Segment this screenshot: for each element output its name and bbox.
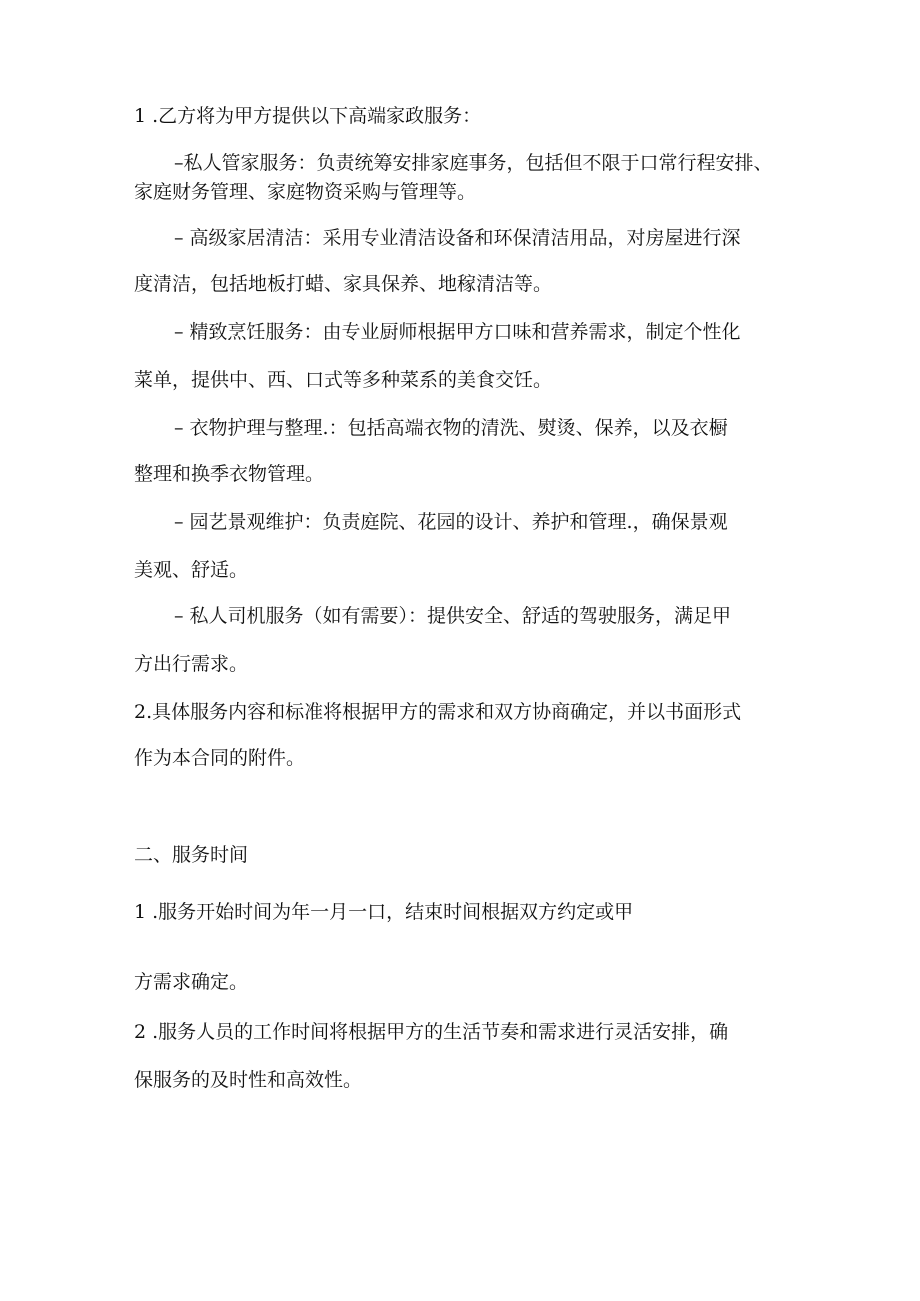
text-line: 保服务的及时性和高效性。 bbox=[134, 1069, 363, 1091]
text-line: 整理和换季衣物管理。 bbox=[134, 463, 325, 485]
section-heading: 二、服务时间 bbox=[134, 844, 249, 866]
text-line: 方出行需求。 bbox=[134, 653, 249, 675]
text-line: – 园艺景观维护：负责庭院、花园的设计、养护和管理.，确保景观 bbox=[174, 511, 728, 533]
text-line: 1 .服务开始时间为年一月一口，结束时间根据双方约定或甲 bbox=[134, 901, 634, 923]
text-line: – 高级家居清洁：采用专业清洁设备和环保清洁用品，对房屋进行深 bbox=[174, 227, 741, 249]
text-line: – 精致烹饪服务：由专业厨师根据甲方口味和营养需求，制定个性化 bbox=[174, 321, 741, 343]
text-line: 2 .服务人员的工作时间将根据甲方的生活节奏和需求进行灵活安排，确 bbox=[134, 1021, 729, 1043]
text-line: – 私人司机服务（如有需要）：提供安全、舒适的驾驶服务，满足甲 bbox=[174, 605, 732, 627]
text-line: 2.具体服务内容和标准将根据甲方的需求和双方协商确定，并以书面形式 bbox=[134, 701, 742, 723]
text-line: 菜单，提供中、西、口式等多种菜系的美食交饪。 bbox=[134, 369, 553, 391]
text-line: 作为本合同的附件。 bbox=[134, 747, 306, 769]
text-line: – 衣物护理与整理.：包括高端衣物的清洗、熨烫、保养，以及衣橱 bbox=[174, 417, 728, 439]
text-line: –私人管家服务：负责统筹安排家庭事务，包括但不限于口常行程安排、 bbox=[174, 152, 773, 174]
text-line: 家庭财务管理、家庭物资采购与管理等。 bbox=[134, 181, 477, 203]
text-line: 美观、舒适。 bbox=[134, 559, 249, 581]
text-line: 度清洁，包括地板打蜡、家具保养、地稼清洁等。 bbox=[134, 273, 553, 295]
text-line: 方需求确定。 bbox=[134, 971, 249, 993]
text-line: 1 .乙方将为甲方提供以下高端家政服务： bbox=[134, 105, 482, 127]
